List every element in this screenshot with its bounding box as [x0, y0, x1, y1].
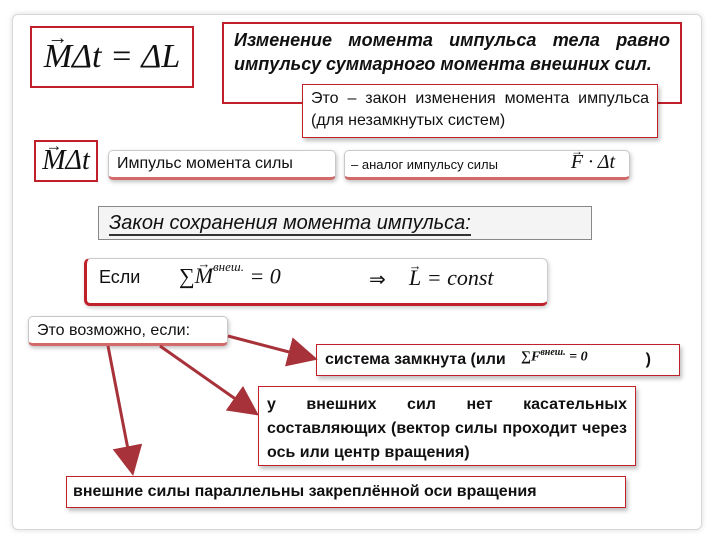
arrow-to-closed	[228, 336, 312, 358]
mdt-vector: → M	[42, 145, 65, 177]
arrow-to-parallel	[108, 346, 132, 470]
law-note: Это – закон изменения момента импульса (для незамкнутых систем)	[302, 84, 658, 138]
tangent-condition: у внешних сил нет касательных составляющих (вектор силы проходит через ось или центр вращения)	[258, 386, 636, 466]
delta-l: ΔL	[141, 38, 181, 75]
force-vector: → F	[571, 151, 583, 174]
impulse-label: Импульс момента силы	[108, 150, 336, 180]
condition-if: Если	[99, 267, 141, 287]
change-statement: Изменение момента импульса тела равно импульсу суммарного момента внешних сил.	[222, 22, 682, 104]
possible-label: Это возможно, если:	[28, 316, 228, 346]
sum-symbol: ∑	[179, 263, 195, 289]
closed-system-text: система замкнута (или	[325, 351, 506, 368]
sum-equals: = 0	[249, 263, 281, 289]
closed-sum: ∑F	[521, 349, 541, 365]
const-rest: = const	[426, 265, 494, 290]
closed-superscript: внеш.	[540, 347, 566, 358]
sum-vector: → M	[195, 263, 213, 289]
const-vector: → L	[409, 265, 421, 291]
mdt-rest: Δt	[65, 145, 90, 176]
torque-vector: → M	[44, 38, 72, 76]
parallel-condition: внешние силы параллельны закреплённой оси вращения	[66, 476, 626, 508]
sum-superscript: внеш.	[213, 259, 244, 274]
conservation-title-text: Закон сохранения момента импульса:	[109, 212, 471, 234]
closed-paren: )	[645, 351, 651, 368]
closed-equals: = 0	[569, 349, 588, 365]
delta-t: Δt =	[72, 38, 142, 75]
implies-symbol: ⇒	[369, 267, 386, 291]
fdt-rest: · Δt	[588, 151, 615, 173]
analog-text: – аналог импульсу силы	[351, 157, 498, 172]
arrow-to-tangent	[160, 346, 254, 412]
